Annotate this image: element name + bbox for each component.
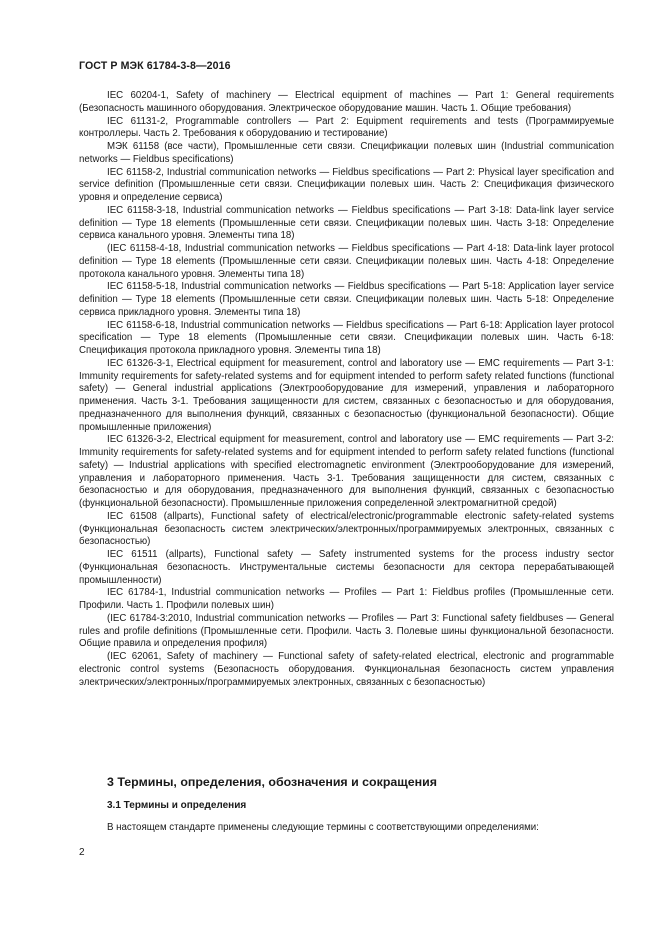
normative-references-list [79,90,614,689]
subsection-heading: 3.1 Термины и определения [107,800,247,811]
section-heading: 3 Термины, определения, обозначения и сокращения [107,775,437,789]
reference-item: IEC 61511 (allparts), Functional safety — Safety instrumented systems for the process industry sector (Функциональная безопасность. Инструментальные системы безопасности для сектора перерабатывающей промышленности) [79,549,614,586]
section-intro-text: В настоящем стандарте применены следующие термины с соответствующими определениями: [107,822,539,833]
reference-item: IEC 61158-2, Industrial communication networks — Fieldbus specifications — Part 2: Physical layer specification and service definition (Промышленные сети связи. Спецификации полевых шин. Часть 2: Спецификация физического уровня и определение сервиса) [79,166,614,203]
reference-item: IEC 61508 (allparts), Functional safety of electrical/electronic/programmable electronic safety-related systems (Функциональная безопасность систем электрических/электронных/программируемых электронных, связанных с безопасностью) [79,510,614,548]
reference-item: IEC 61784-1, Industrial communication networks — Profiles — Part 1: Fieldbus profiles (Промышленные сети. Профили. Часть 1. Профили полевых шин) [79,587,614,611]
reference-item: IEC 61158-6-18, Industrial communication networks — Fieldbus specifications — Part 6-18: Application layer protocol specification — Type 18 elements (Промышленные сети связи. Спецификации полевых шин. Часть 6-18: Спецификация протокола прикладного уровня. Элементы типа 18) [79,319,614,356]
reference-item: IEC 61326-3-2, Electrical equipment for measurement, control and laboratory use — EMC requirements — Part 3-2: Immunity requirements for safety-related systems and for equipment intended to perform safety related functions (functional safety) — Industrial applications with specified electromagnetic environment (Электрооборудование для измерений, управления и лабораторного применения. Часть 3-1. Требования защищенности для систем, связанных с безопасностью и для оборудования, предназначенного для выполнения функций, связанных с безопасностью (функциональной безопасности). Промышленные приложения сопределенной электромагнитной средой) [79,434,614,509]
document-header: ГОСТ Р МЭК 61784-3-8—2016 [79,60,231,72]
reference-item: IEC 61326-3-1, Electrical equipment for measurement, control and laboratory use — EMC requirements — Part 3-1: Immunity requirements for safety-related systems and for equipment intended to perform safety related functions (functional safety) — General industrial applications (Электрооборудование для измерений, управления и лабораторного применения. Часть 3-1. Требования защищенности для систем, связанных с безопасностью и для оборудования, предназначенного для выполнения функций, связанных с безопасностью (функциональной безопасности). Общие промышленные приложения) [79,357,614,433]
reference-item: МЭК 61158 (все части), Промышленные сети связи. Спецификации полевых шин (Industrial communication networks — Fieldbus specifications) [79,141,614,165]
reference-item: IEC 60204-1, Safety of machinery — Electrical equipment of machines — Part 1: General requirements (Безопасность машинного оборудования. Электрическое оборудование машин. Часть 1. Общие требования) [79,90,614,114]
page-number: 2 [79,847,85,858]
reference-item: IEC 61131-2, Programmable controllers — Part 2: Equipment requirements and tests (Программируемые контроллеры. Часть 2. Требования к оборудованию и тестирование) [79,115,614,140]
reference-item: (IEC 61158-4-18, Industrial communication networks — Fieldbus specifications — Part 4-18: Data-link layer protocol definition — Type 18 elements (Промышленные сети связи. Спецификации полевых шин. Часть 4-18: Определение протокола канального уровня. Элементы типа 18) [79,243,614,280]
reference-item: (IEC 61784-3:2010, Industrial communication networks — Profiles — Part 3: Functional safety fieldbuses — General rules and profile definitions (Промышленные сети. Профили. Часть 3. Полевые шины функциональной безопасности. Общие правила и определения профиля) [79,612,614,650]
reference-item: IEC 61158-3-18, Industrial communication networks — Fieldbus specifications — Part 3-18: Data-link layer service definition — Type 18 elements (Промышленные сети связи. Спецификации полевых шин. Часть 3-18: Определение сервиса канального уровня. Элементы типа 18) [79,204,614,242]
reference-item: (IEC 62061, Safety of machinery — Functional safety of safety-related electrical, electronic and programmable electronic control systems (Безопасность оборудования. Функциональная безопасность систем управления электрических/электронных/программируемых электронных, связанных с безопасностью) [79,651,614,688]
reference-item: IEC 61158-5-18, Industrial communication networks — Fieldbus specifications — Part 5-18: Application layer service definition — Type 18 elements (Промышленные сети связи. Спецификации полевых шин. Часть 5-18: Определение сервиса прикладного уровня. Элементы типа 18) [79,281,614,318]
